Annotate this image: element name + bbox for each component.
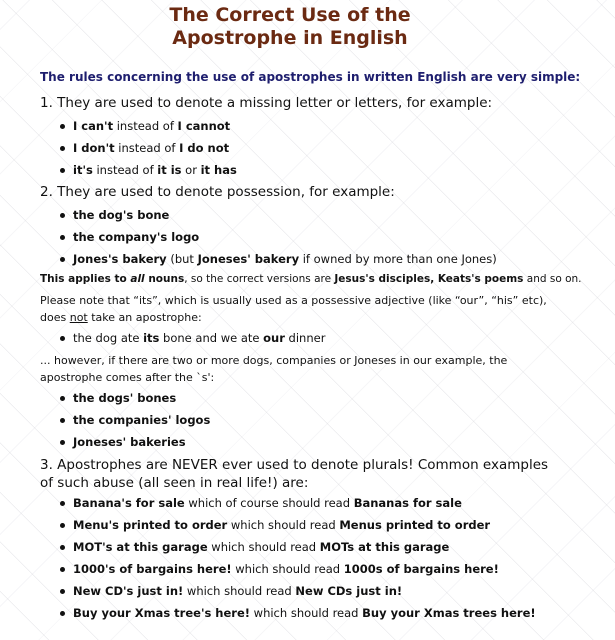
however-note: ... however, if there are two or more dogs, companies or Joneses in our example, the apostrophe comes after the `s': bbox=[40, 354, 508, 384]
list-item: it's instead of it is or it has bbox=[58, 161, 608, 183]
list-item: MOT's at this garage which should read MOTs at this garage bbox=[58, 538, 608, 560]
list-item: Menu's printed to order which should read Menus printed to order bbox=[58, 516, 608, 538]
possession-list bbox=[58, 206, 608, 272]
list-item: the dog's bone bbox=[58, 206, 608, 228]
rule-3: 3. Apostrophes are NEVER ever used to denote plurals! Common examples of such abuse (all seen in real life!) are: bbox=[40, 457, 549, 491]
list-item: Banana's for sale which of course should read Bananas for sale bbox=[58, 494, 608, 516]
page-title bbox=[0, 4, 580, 50]
rule-2: 2. They are used to denote possession, for example: bbox=[40, 184, 395, 200]
list-item: Joneses' bakeries bbox=[58, 433, 608, 455]
applies-note: This applies to all nouns, so the correct versions are Jesus's disciples, Keats's poems and so on. bbox=[40, 273, 582, 285]
list-item: the company's logo bbox=[58, 228, 608, 250]
rule-1: 1. They are used to denote a missing letter or letters, for example: bbox=[40, 95, 493, 111]
its-note: Please note that “its”, which is usually used as a possessive adjective (like “our”, “his” etc), does not take an apostrophe: bbox=[40, 294, 547, 324]
list-item: the dogs' bones bbox=[58, 389, 608, 411]
plural-possession-list bbox=[58, 389, 608, 455]
plural-abuse-list bbox=[58, 494, 608, 626]
its-example-list bbox=[58, 329, 608, 351]
list-item: the dog ate its bone and we ate our dinner bbox=[58, 329, 608, 351]
list-item: Buy your Xmas tree's here! which should read Buy your Xmas trees here! bbox=[58, 604, 608, 626]
list-item: New CD's just in! which should read New CDs just in! bbox=[58, 582, 608, 604]
missing-letter-list bbox=[58, 117, 608, 183]
list-item: Jones's bakery (but Joneses' bakery if owned by more than one Jones) bbox=[58, 250, 608, 272]
title-line-2: Apostrophe in English bbox=[172, 27, 408, 49]
list-item: I can't instead of I cannot bbox=[58, 117, 608, 139]
list-item: I don't instead of I do not bbox=[58, 139, 608, 161]
title-line-1: The Correct Use of the bbox=[169, 4, 411, 26]
list-item: the companies' logos bbox=[58, 411, 608, 433]
list-item: 1000's of bargains here! which should read 1000s of bargains here! bbox=[58, 560, 608, 582]
intro-text: The rules concerning the use of apostrophes in written English are very simple: bbox=[40, 70, 581, 84]
